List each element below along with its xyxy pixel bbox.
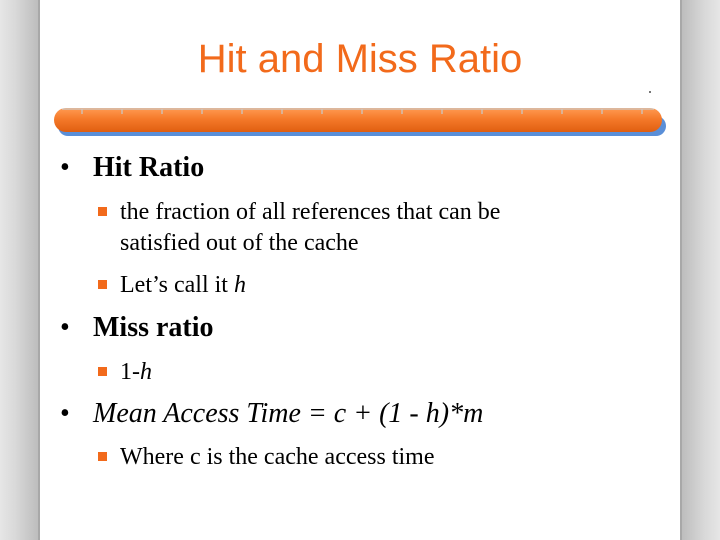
bullet-text: Mean Access Time = c + (1 - h)*m <box>93 398 484 429</box>
square-bullet-icon <box>98 452 107 461</box>
square-bullet-icon <box>98 367 107 376</box>
text-prefix: 1- <box>120 359 140 385</box>
sub-bullet-text: Where c is the cache access time <box>120 444 435 470</box>
square-bullet-icon <box>98 207 107 216</box>
variable-h: h <box>140 359 152 385</box>
sub-bullet-text: the fraction of all references that can be <box>120 199 501 225</box>
bullet-text: Hit Ratio <box>93 152 205 183</box>
variable-h: h <box>233 272 246 298</box>
bullet-icon: • <box>60 398 70 429</box>
sub-bullet-text <box>120 271 246 299</box>
bullet-icon: • <box>60 312 70 343</box>
sub-bullet-text-cont: satisfied out of the cache <box>120 230 359 256</box>
text-prefix: Let’s call it <box>120 272 234 298</box>
square-bullet-icon <box>98 280 107 289</box>
slide-title: Hit and Miss Ratio <box>197 37 523 81</box>
bullet-icon: • <box>60 152 70 183</box>
sub-bullet-text <box>120 358 152 386</box>
bullet-text: Miss ratio <box>93 312 214 343</box>
